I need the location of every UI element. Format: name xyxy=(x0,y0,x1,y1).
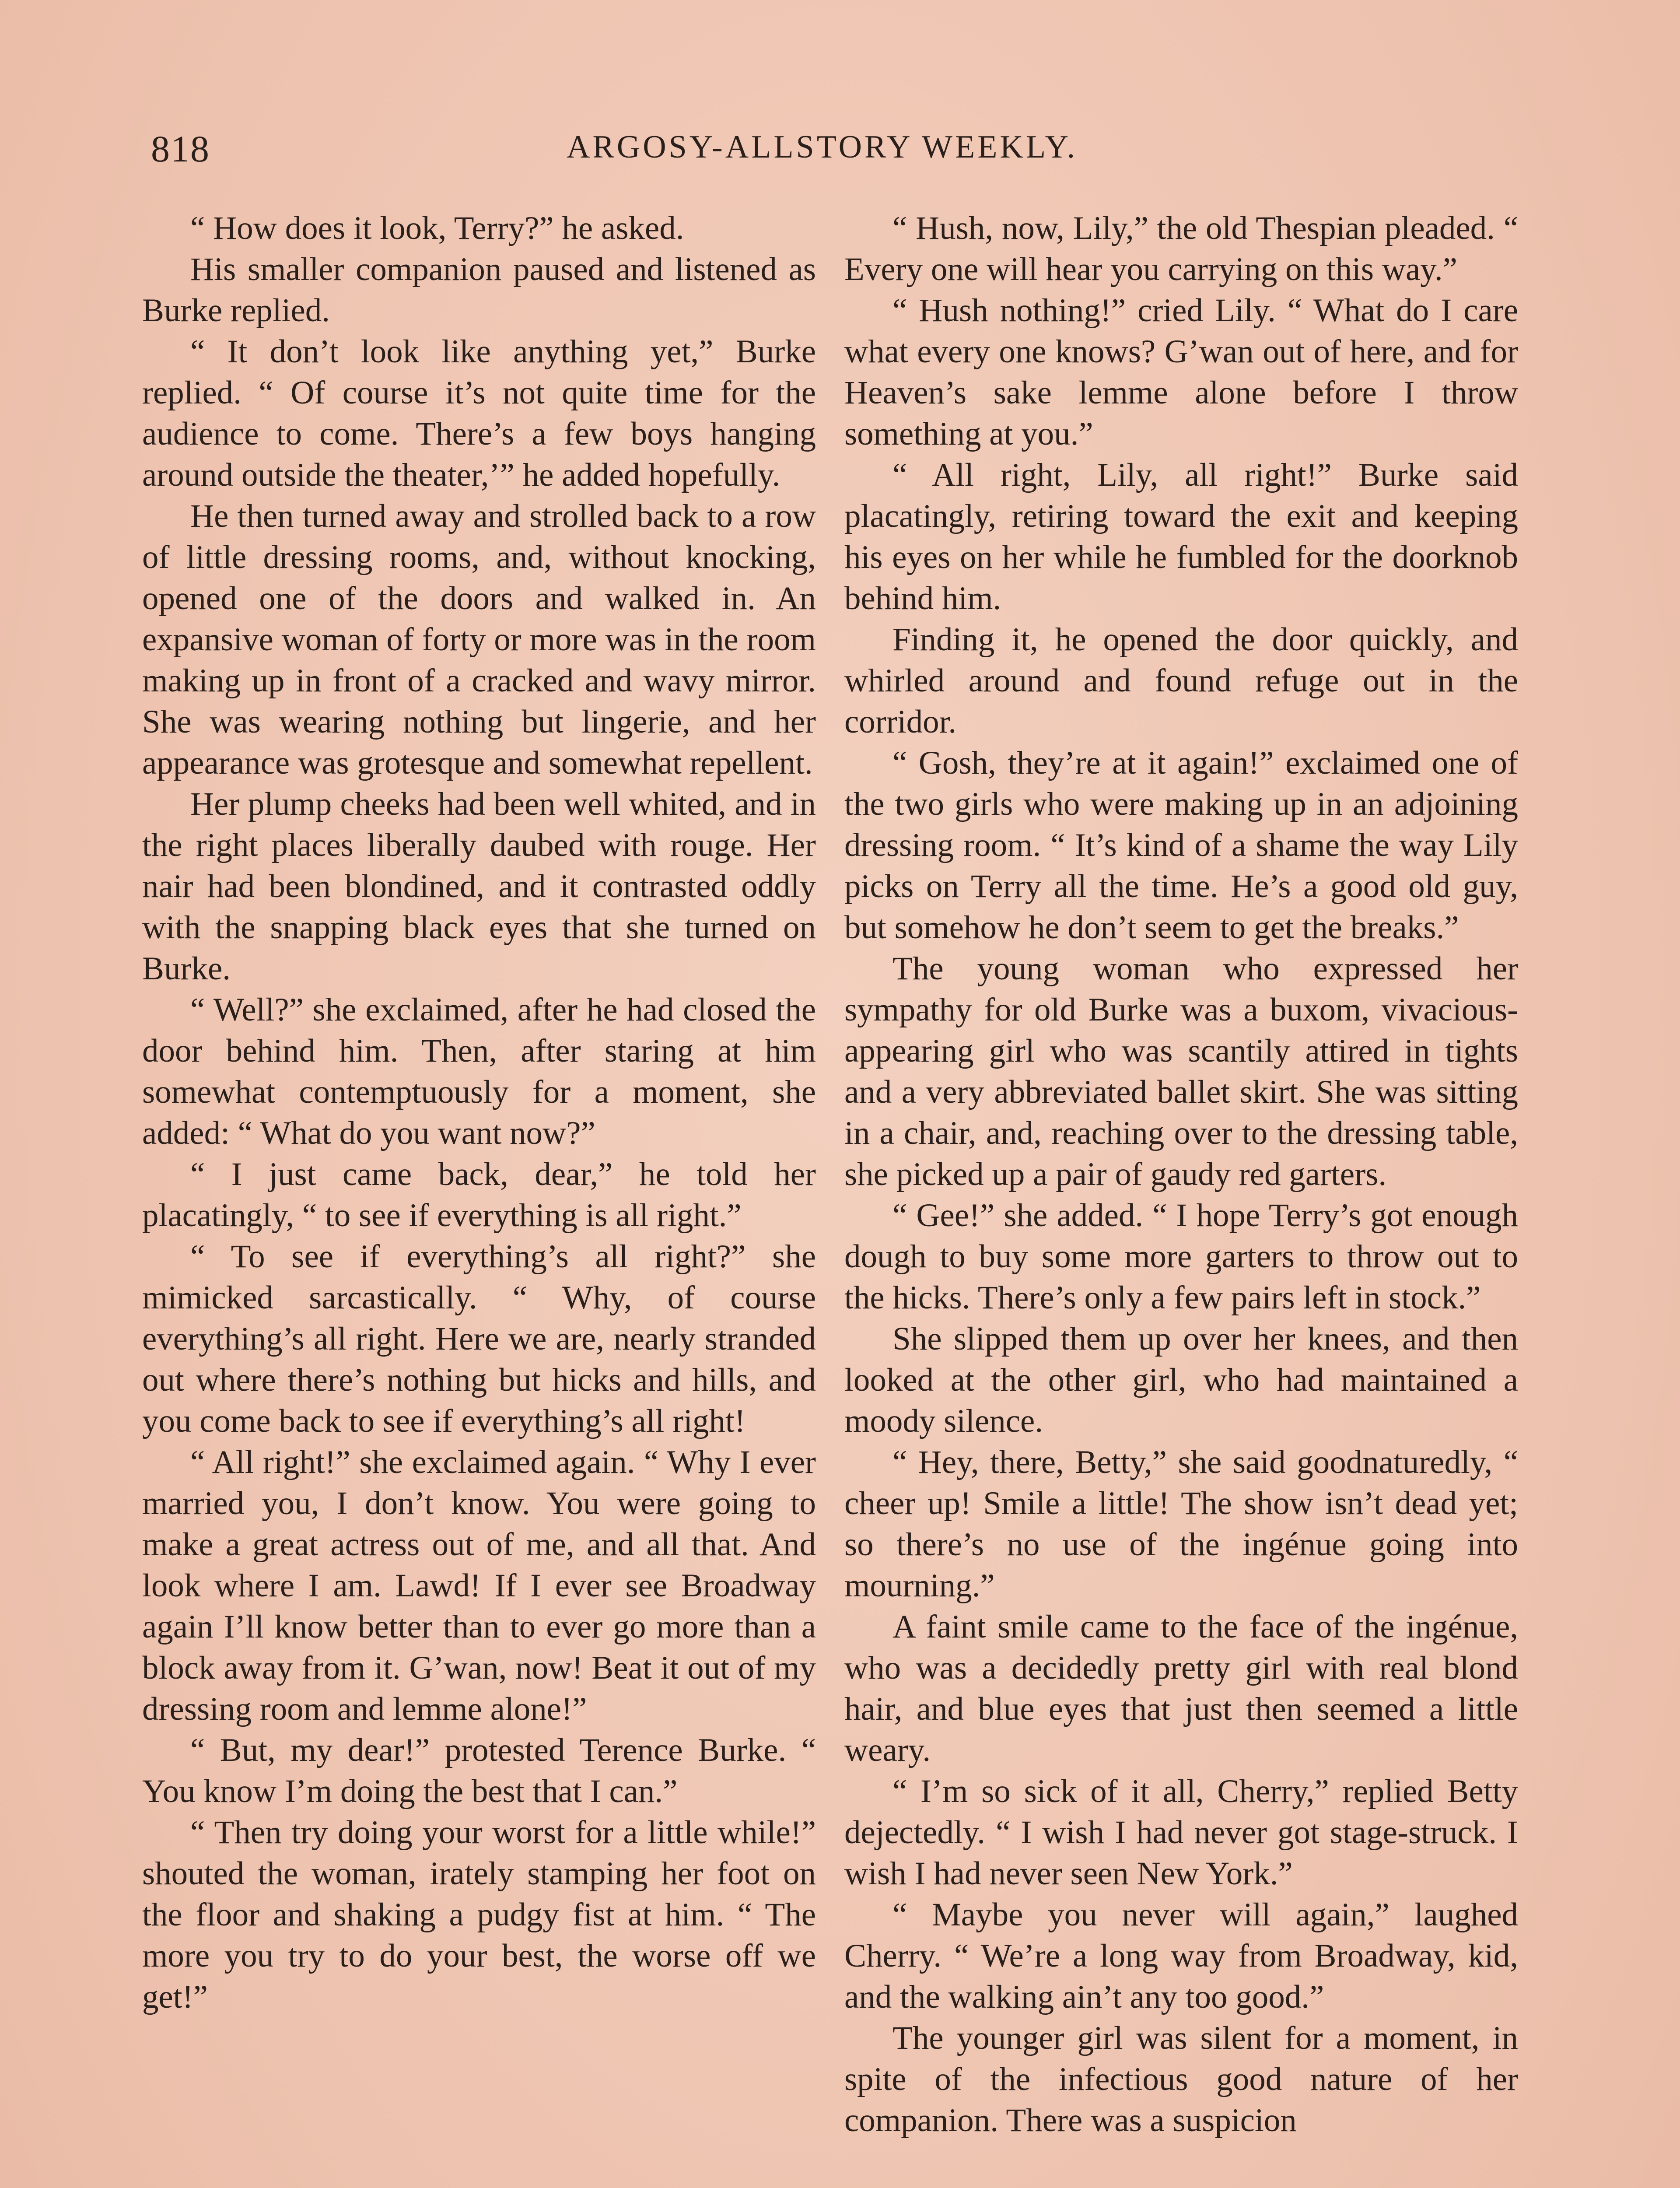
paragraph: The young woman who expressed her sympathy for old Burke was a buxom, vivacious-appearing girl who was scantily attired in tights and a very abbreviated ballet skirt. She was sitting in a chair, and, reaching over to the dressing table, she picked up a pair of gaudy red garters. xyxy=(844,950,1518,1192)
paragraph: “ I just came back, dear,” he told her placatingly, “ to see if everything is all right.” xyxy=(142,1156,816,1234)
page-number: 818 xyxy=(151,128,210,170)
paragraph: “ It don’t look like anything yet,” Burke replied. “ Of course it’s not quite time for the audience to come. There’s a few boys hanging around outside the theater,’” he added hopefully. xyxy=(142,333,816,493)
paragraph: The younger girl was silent for a moment, in spite of the infectious good nature of her companion. There was a suspicion xyxy=(844,2020,1518,2139)
paragraph: He then turned away and strolled back to a row of little dressing rooms, and, without knocking, opened one of the doors and walked in. An expansive woman of forty or more was in the room making up in front of a cracked and wavy mirror. She was wearing nothing but lingerie, and her appearance was grotesque and somewhat repellent. xyxy=(142,498,816,781)
paragraph: Finding it, he opened the door quickly, and whirled around and found refuge out in the corridor. xyxy=(844,621,1518,740)
paragraph: “ Maybe you never will again,” laughed Cherry. “ We’re a long way from Broadway, kid, and the walking ain’t any too good.” xyxy=(844,1897,1518,2015)
paragraph: Her plump cheeks had been well whited, and in the right places liberally daubed with rouge. Her nair had been blondined, and it contrasted oddly with the snapping black eyes that she turned on Burke. xyxy=(142,786,816,987)
paragraph: “ I’m so sick of it all, Cherry,” replied Betty dejectedly. “ I wish I had never got stage-struck. I wish I had never seen New York.” xyxy=(844,1773,1518,1892)
paragraph: “ Hush, now, Lily,” the old Thespian pleaded. “ Every one will hear you carrying on this way.” xyxy=(844,210,1518,288)
paragraph: “ Then try doing your worst for a little while!” shouted the woman, irately stamping her foot on the floor and shaking a pudgy fist at him. “ The more you try to do your best, the worse off we get!” xyxy=(142,1814,816,2015)
paragraph: “ All right!” she exclaimed again. “ Why I ever married you, I don’t know. You were going to make a great actress out of me, and all that. And look where I am. Lawd! If I ever see Broadway again I’ll know better than to ever go more than a block away from it. G’wan, now! Beat it out of my dressing room and lemme alone!” xyxy=(142,1444,816,1727)
page-header xyxy=(151,127,1551,179)
paragraph: “ Gee!” she added. “ I hope Terry’s got enough dough to buy some more garters to throw out to the hicks. There’s only a few pairs left in stock.” xyxy=(844,1197,1518,1316)
paragraph: “ Gosh, they’re at it again!” exclaimed one of the two girls who were making up in an adjoining dressing room. “ It’s kind of a shame the way Lily picks on Terry all the time. He’s a good old guy, but somehow he don’t seem to get the breaks.” xyxy=(844,745,1518,946)
paragraph: “ Hey, there, Betty,” she said goodnaturedly, “ cheer up! Smile a little! The show isn’t dead yet; so there’s no use of the ingénue going into mourning.” xyxy=(844,1444,1518,1604)
paragraph: “ Well?” she exclaimed, after he had closed the door behind him. Then, after staring at him somewhat contemptuously for a moment, she added: “ What do you want now?” xyxy=(142,992,816,1151)
paragraph: “ To see if everything’s all right?” she mimicked sarcastically. “ Why, of course everything’s all right. Here we are, nearly stranded out where there’s nothing but hicks and hills, and you come back to see if everything’s all right! xyxy=(142,1238,816,1439)
left-column xyxy=(142,208,816,2018)
right-column xyxy=(844,208,1518,2141)
paragraph: She slipped them up over her knees, and then looked at the other girl, who had maintained a moody silence. xyxy=(844,1321,1518,1439)
paragraph: “ Hush nothing!” cried Lily. “ What do I care what every one knows? G’wan out of here, and for Heaven’s sake lemme alone before I throw something at you.” xyxy=(844,292,1518,452)
paragraph: “ All right, Lily, all right!” Burke said placatingly, retiring toward the exit and keeping his eyes on her while he fumbled for the doorknob behind him. xyxy=(844,457,1518,617)
running-head: ARGOSY-ALLSTORY WEEKLY. xyxy=(567,129,1078,165)
paragraph: A faint smile came to the face of the ingénue, who was a decidedly pretty girl with real blond hair, and blue eyes that just then seemed a little weary. xyxy=(844,1609,1518,1768)
paragraph: His smaller companion paused and listened as Burke replied. xyxy=(142,251,816,329)
paragraph: “ But, my dear!” protested Terence Burke. “ You know I’m doing the best that I can.” xyxy=(142,1732,816,1809)
paragraph: “ How does it look, Terry?” he asked. xyxy=(190,210,684,246)
